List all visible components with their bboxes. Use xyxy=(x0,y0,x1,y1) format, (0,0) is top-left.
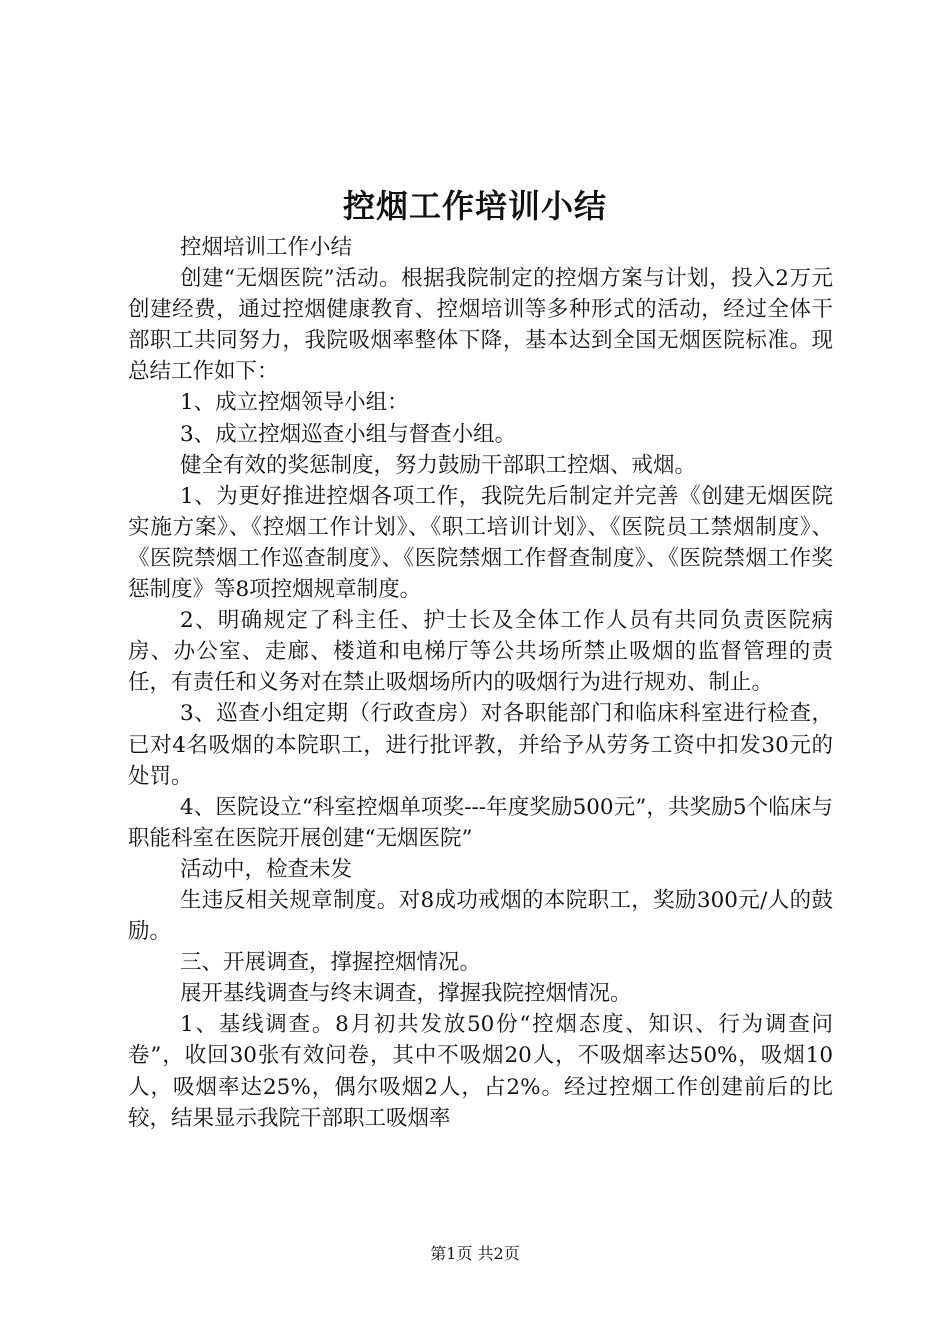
paragraph: 三、开展调查，撑握控烟情况。 xyxy=(180,950,482,976)
paragraph: 活动中，检查未发 xyxy=(180,856,353,882)
paragraph: 2、明确规定了科主任、护士长及全体工作人员有共同负责医院病房、办公室、走廊、楼道和电梯厅等公共场所禁止吸烟的监督管理的责任，有责任和义务对在禁止吸烟场所内的吸烟行为进行规劝、制止。 xyxy=(128,608,833,696)
document-body xyxy=(128,232,833,1134)
paragraph: 1、成立控烟领导小组： xyxy=(180,390,409,416)
paragraph: 控烟培训工作小结 xyxy=(180,235,353,260)
paragraph: 展开基线调查与终末调查，撑握我院控烟情况。 xyxy=(180,981,632,1007)
document-title: 控烟工作培训小结 xyxy=(342,187,607,225)
paragraph: 健全有效的奖惩制度，努力鼓励干部职工控烟、戒烟。 xyxy=(180,452,697,478)
page-footer: 第1页 共2页 xyxy=(430,1244,520,1263)
paragraph: 3、巡查小组定期（行政查房）对各职能部门和临床科室进行检查，已对4名吸烟的本院职工，进行批评教，并给予从劳务工资中扣发30元的处罚。 xyxy=(128,701,833,789)
paragraph: 1、基线调查。8月初共发放50份“控烟态度、知识、行为调查问卷”，收回30张有效问卷，其中不吸烟20人，不吸烟率达50%，吸烟10人，吸烟率达25%，偶尔吸烟2人，占2%。经过控烟工作创建前后的比较，结果显示我院干部职工吸烟率 xyxy=(128,1012,833,1131)
paragraph: 生违反相关规章制度。对8成功戒烟的本院职工，奖励300元/人的鼓励。 xyxy=(128,887,833,945)
paragraph: 4、医院设立“科室控烟单项奖---年度奖励500元”，共奖励5个临床与职能科室在医院开展创建“无烟医院” xyxy=(128,794,833,851)
paragraph: 1、为更好推进控烟各项工作，我院先后制定并完善《创建无烟医院实施方案》、《控烟工作计划》、《职工培训计划》、《医院员工禁烟制度》、《医院禁烟工作巡查制度》、《医院禁烟工作督查制度》、《医院禁烟工作奖惩制度》等8项控烟规章制度。 xyxy=(128,483,833,603)
paragraph: 创建“无烟医院”活动。根据我院制定的控烟方案与计划，投入2万元创建经费，通过控烟健康教育、控烟培训等多种形式的活动，经过全体干部职工共同努力，我院吸烟率整体下降，基本达到全国无烟医院标准。现总结工作如下： xyxy=(128,266,833,385)
paragraph: 3、成立控烟巡查小组与督查小组。 xyxy=(180,421,517,447)
